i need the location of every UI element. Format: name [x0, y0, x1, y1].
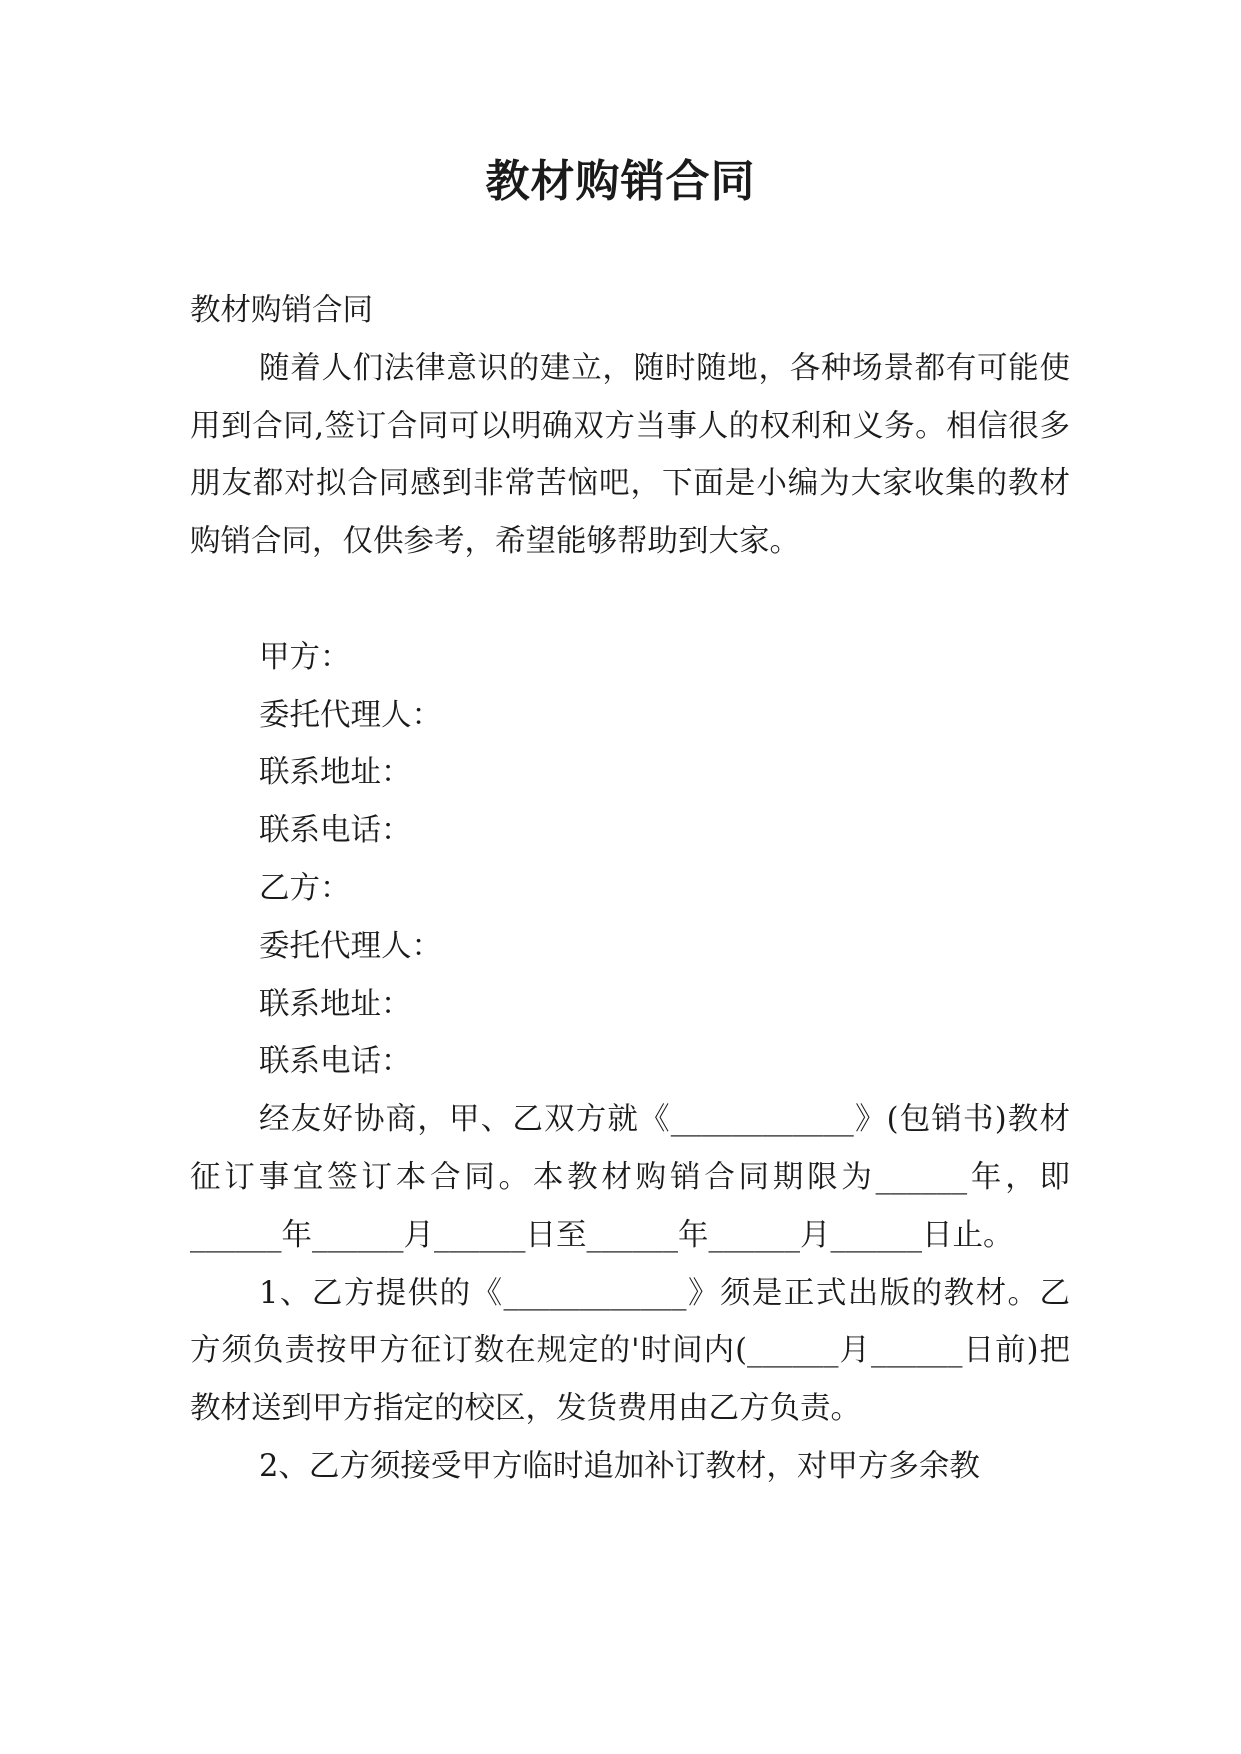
party-b-address-label: 联系地址： — [259, 986, 412, 1022]
intro-paragraph: 随着人们法律意识的建立，随时随地，各种场景都有可能使用到合同,签订合同可以明确双方当事人的权利和义务。相信很多朋友都对拟合同感到非常苦恼吧，下面是小编为大家收集的教材购销合同，仅供参考，希望能够帮助到大家。 — [190, 350, 1070, 560]
document-body — [190, 282, 1070, 1496]
clause-2-paragraph: 2、乙方须接受甲方临时追加补订教材，对甲方多余教 — [259, 1448, 980, 1484]
party-b-name-label: 乙方： — [259, 870, 351, 906]
preamble-paragraph: 经友好协商，甲、乙双方就《____________》(包销书)教材征订事宜签订本合同。本教材购销合同期限为______年，即______年______月______日至______年______月______日止。 — [190, 1102, 1070, 1253]
party-a-name-label: 甲方： — [259, 639, 351, 675]
party-a-address-label: 联系地址： — [259, 755, 412, 791]
party-a-agent-label: 委托代理人： — [259, 697, 442, 733]
document-subtitle: 教材购销合同 — [190, 293, 373, 328]
party-b-agent-label: 委托代理人： — [259, 928, 442, 964]
party-b-phone-label: 联系电话： — [259, 1044, 412, 1080]
paragraph-spacer — [190, 571, 1070, 629]
document-title: 教材购销合同 — [485, 156, 756, 207]
clause-1-paragraph: 1、乙方提供的《____________》须是正式出版的教材。乙方须负责按甲方征订数在规定的'时间内(______月______日前)把教材送到甲方指定的校区，发货费用由乙方负责。 — [190, 1275, 1070, 1427]
party-a-phone-label: 联系电话： — [259, 813, 412, 849]
